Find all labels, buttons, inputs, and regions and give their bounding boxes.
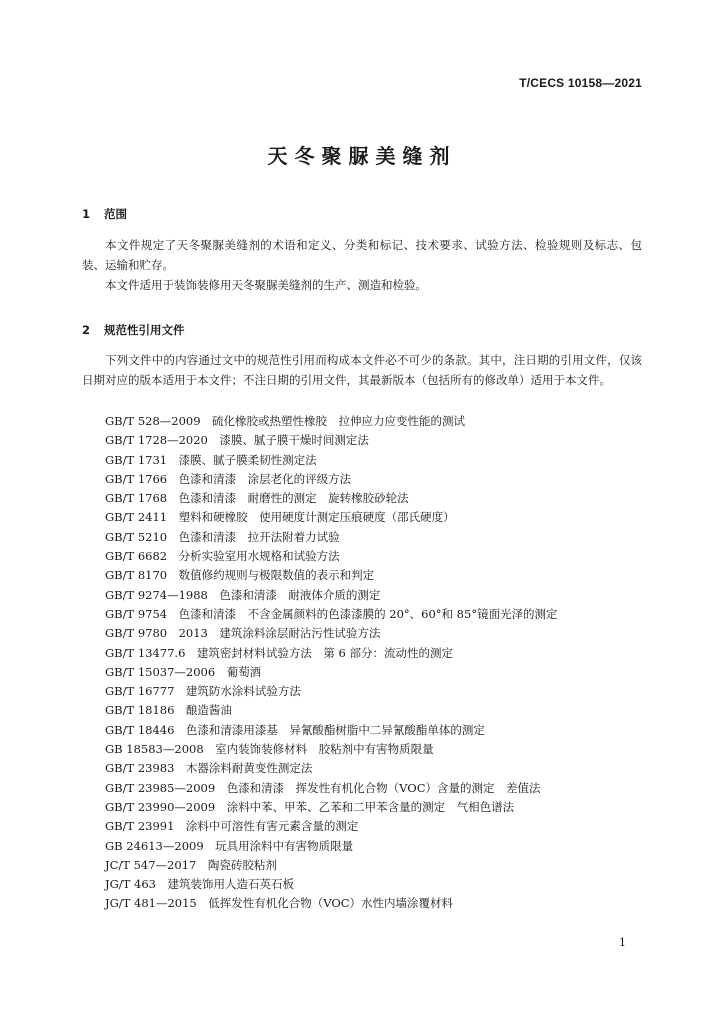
reference-list bbox=[105, 412, 645, 914]
section-number: 1 bbox=[82, 207, 91, 221]
scope-paragraph-1: 本文件规定了天冬聚脲美缝剂的术语和定义、分类和标记、技术要求、试验方法、检验规则及标志、包装、运输和贮存。 bbox=[82, 238, 642, 272]
reference-item: GB/T 9754 色漆和清漆 不含金属颜料的色漆漆膜的 20°、60°和 85°镜面光泽的测定 bbox=[105, 606, 558, 621]
reference-item: GB/T 1728—2020 漆膜、腻子膜干燥时间测定法 bbox=[105, 433, 369, 448]
reference-item: GB/T 9780 2013 建筑涂料涂层耐沾污性试验方法 bbox=[105, 626, 381, 641]
reference-item: GB/T 8170 数值修约规则与极限数值的表示和判定 bbox=[105, 568, 375, 583]
reference-item: JG/T 463 建筑装饰用人造石英石板 bbox=[105, 877, 294, 892]
section-title: 范围 bbox=[104, 207, 127, 221]
reference-item: JG/T 481—2015 低挥发性有机化合物（VOC）水性内墙涂覆材料 bbox=[105, 896, 454, 911]
reference-item: GB/T 23983 木器涂料耐黄变性测定法 bbox=[105, 761, 313, 776]
reference-item: GB/T 1766 色漆和清漆 涂层老化的评级方法 bbox=[105, 471, 352, 486]
reference-item: GB/T 1768 色漆和清漆 耐磨性的测定 旋转橡胶砂轮法 bbox=[105, 491, 409, 506]
reference-item: GB/T 528—2009 硫化橡胶或热塑性橡胶 拉伸应力应变性能的测试 bbox=[105, 414, 466, 428]
reference-item: GB/T 23991 涂料中可溶性有害元素含量的测定 bbox=[105, 819, 359, 834]
reference-item: GB/T 16777 建筑防水涂料试验方法 bbox=[105, 684, 301, 699]
section-heading-scope bbox=[82, 206, 127, 222]
reference-item: JC/T 547—2017 陶瓷砖胶粘剂 bbox=[105, 857, 277, 872]
references-intro: 下列文件中的内容通过文中的规范性引用而构成本文件必不可少的条款。其中，注日期的引用文件，仅该日期对应的版本适用于本文件；不注日期的引用文件，其最新版本（包括所有的修改单）适用于本文件。 bbox=[82, 353, 642, 387]
reference-item: GB/T 1731 漆膜、腻子膜柔韧性测定法 bbox=[105, 452, 317, 467]
document-title: 天冬聚脲美缝剂 bbox=[267, 144, 457, 168]
reference-item: GB/T 13477.6 建筑密封材料试验方法 第 6 部分：流动性的测定 bbox=[105, 645, 454, 660]
reference-item: GB/T 2411 塑料和硬橡胶 使用硬度计测定压痕硬度（邵氏硬度） bbox=[105, 510, 455, 525]
reference-item: GB/T 18186 酿造酱油 bbox=[105, 703, 232, 718]
document-code: T/CECS 10158—2021 bbox=[519, 76, 642, 90]
section-number: 2 bbox=[82, 323, 91, 337]
reference-item: GB/T 9274—1988 色漆和清漆 耐液体介质的测定 bbox=[105, 587, 381, 602]
page-number: 1 bbox=[619, 936, 626, 949]
section-heading-normative-references bbox=[82, 322, 185, 338]
reference-item: GB 18583—2008 室内装饰装修材料 胶粘剂中有害物质限量 bbox=[105, 742, 434, 757]
reference-item: GB/T 15037—2006 葡萄酒 bbox=[105, 664, 262, 679]
section-title: 规范性引用文件 bbox=[104, 323, 185, 337]
scope-paragraph-2: 本文件适用于装饰装修用天冬聚脲美缝剂的生产、测造和检验。 bbox=[105, 278, 427, 292]
reference-item: GB/T 23990—2009 涂料中苯、甲苯、乙苯和二甲苯含量的测定 气相色谱法 bbox=[105, 799, 515, 814]
reference-item: GB 24613—2009 玩具用涂料中有害物质限量 bbox=[105, 838, 354, 853]
reference-item: GB/T 23985—2009 色漆和清漆 挥发性有机化合物（VOC）含量的测定 差值法 bbox=[105, 780, 541, 795]
reference-item: GB/T 18446 色漆和清漆用漆基 异氰酸酯树脂中二异氰酸酯单体的测定 bbox=[105, 722, 485, 737]
reference-item: GB/T 6682 分析实验室用水规格和试验方法 bbox=[105, 549, 340, 564]
reference-item: GB/T 5210 色漆和清漆 拉开法附着力试验 bbox=[105, 529, 340, 544]
